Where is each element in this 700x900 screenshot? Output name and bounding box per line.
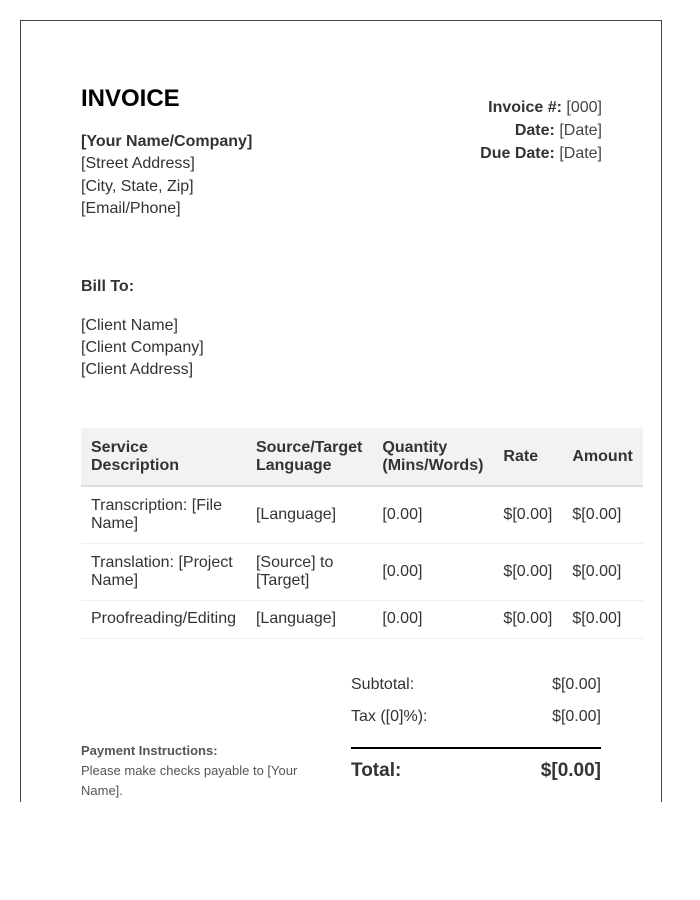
cell-rate: $[0.00] xyxy=(493,600,562,638)
invoice-meta xyxy=(480,97,602,165)
sender-street: [Street Address] xyxy=(81,155,195,173)
total-row xyxy=(351,758,601,784)
invoice-date-label: Date: xyxy=(514,121,555,139)
cell-language: [Language] xyxy=(246,486,372,543)
cell-quantity: [0.00] xyxy=(372,600,493,638)
table-row xyxy=(81,486,643,543)
invoice-number-label: Invoice #: xyxy=(488,99,562,116)
invoice-number-line xyxy=(480,97,602,120)
invoice-title: INVOICE xyxy=(81,85,180,112)
cell-description: Transcription: [File Name] xyxy=(81,486,246,543)
sender-block xyxy=(81,131,252,220)
payment-title: Payment Instructions: xyxy=(81,743,218,758)
line-items-table xyxy=(81,428,643,639)
tax-value: $[0.00] xyxy=(552,708,601,725)
cell-rate: $[0.00] xyxy=(493,486,562,543)
totals-divider xyxy=(351,747,601,749)
cell-amount: $[0.00] xyxy=(562,600,643,638)
payment-instructions xyxy=(81,741,341,801)
client-address: [Client Address] xyxy=(81,361,194,378)
invoice-due-label: Due Date: xyxy=(480,144,555,162)
client-name: [Client Name] xyxy=(81,317,178,334)
invoice-due-line xyxy=(480,143,602,166)
header-rate: Rate xyxy=(493,428,562,486)
cell-quantity: [0.00] xyxy=(372,543,493,600)
sender-contact: [Email/Phone] xyxy=(81,199,181,217)
invoice-date-value: [Date] xyxy=(559,121,602,139)
totals-block xyxy=(351,673,601,784)
table-row xyxy=(81,600,643,638)
bill-to-block xyxy=(81,315,204,381)
bill-to-title: Bill To: xyxy=(81,278,135,295)
header-quantity: Quantity (Mins/Words) xyxy=(372,428,493,486)
cell-description: Proofreading/Editing xyxy=(81,600,246,638)
total-label: Total: xyxy=(351,760,402,781)
cell-language: [Source] to [Target] xyxy=(246,543,372,600)
cell-language: [Language] xyxy=(246,600,372,638)
cell-quantity: [0.00] xyxy=(372,486,493,543)
subtotal-label: Subtotal: xyxy=(351,676,415,693)
header-service-description: Service Description xyxy=(81,428,246,486)
invoice-content xyxy=(81,21,643,802)
table-header-row xyxy=(81,428,643,486)
table-row xyxy=(81,543,643,600)
tax-row xyxy=(351,705,601,737)
invoice-page xyxy=(20,20,662,802)
sender-company: [Your Name/Company] xyxy=(81,133,253,150)
invoice-number-value: [000] xyxy=(566,99,602,116)
invoice-due-value: [Date] xyxy=(559,144,602,162)
subtotal-value: $[0.00] xyxy=(552,676,601,693)
cell-amount: $[0.00] xyxy=(562,543,643,600)
header-language: Source/Target Language xyxy=(246,428,372,486)
cell-amount: $[0.00] xyxy=(562,486,643,543)
total-value: $[0.00] xyxy=(540,760,601,781)
payment-text: Please make checks payable to [Your Name]. xyxy=(81,763,298,798)
sender-city: [City, State, Zip] xyxy=(81,177,194,195)
tax-label: Tax ([0]%): xyxy=(351,708,428,725)
subtotal-row xyxy=(351,673,601,705)
cell-description: Translation: [Project Name] xyxy=(81,543,246,600)
invoice-date-line xyxy=(480,120,602,143)
client-company: [Client Company] xyxy=(81,339,204,356)
header-amount: Amount xyxy=(562,428,643,486)
cell-rate: $[0.00] xyxy=(493,543,562,600)
